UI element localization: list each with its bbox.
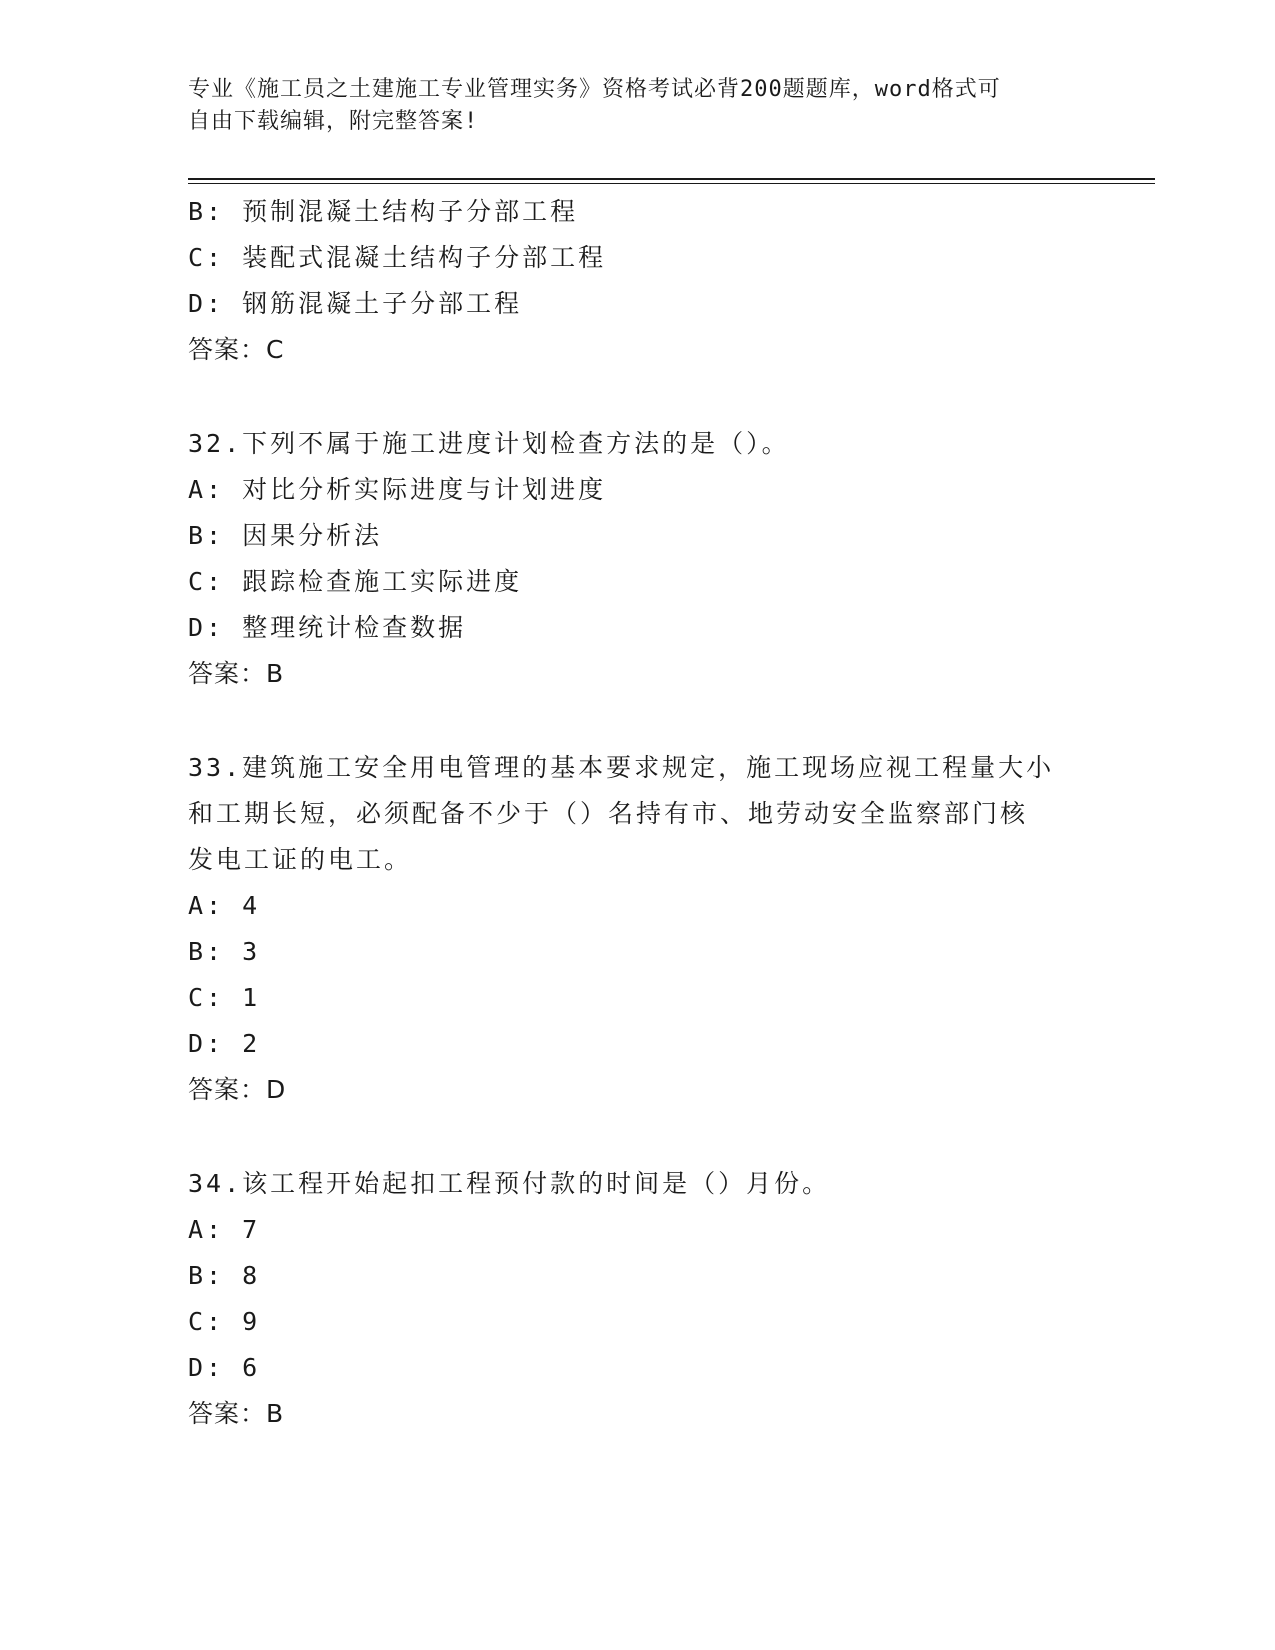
option-b: B: 3 — [188, 937, 261, 966]
option-c: C: 跟踪检查施工实际进度 — [188, 567, 523, 596]
option-b: B: 预制混凝土结构子分部工程 — [188, 197, 579, 226]
option-a: A: 对比分析实际进度与计划进度 — [188, 475, 607, 504]
option-d: D: 6 — [188, 1353, 261, 1382]
question-block-32 — [188, 421, 1088, 697]
header-divider — [188, 178, 1155, 180]
option-a: A: 4 — [188, 891, 261, 920]
option-b: B: 8 — [188, 1261, 261, 1290]
answer-line: 答案：C — [188, 335, 285, 364]
question-stem-cont: 发电工证的电工。 — [188, 845, 413, 874]
header-title-line-2: 自由下载编辑，附完整答案! — [188, 109, 479, 134]
option-a: A: 7 — [188, 1215, 261, 1244]
question-stem-cont: 和工期长短，必须配备不少于（）名持有市、地劳动安全监察部门核 — [188, 799, 1029, 828]
question-stem: 33.建筑施工安全用电管理的基本要求规定，施工现场应视工程量大小 — [188, 753, 1055, 782]
question-spacer — [188, 373, 1088, 421]
question-stem: 34.该工程开始起扣工程预付款的时间是（）月份。 — [188, 1169, 831, 1198]
question-block-33 — [188, 745, 1088, 1113]
header-title-line-1: 专业《施工员之土建施工专业管理实务》资格考试必背200题题库，word格式可 — [188, 77, 1001, 102]
option-d: D: 整理统计检查数据 — [188, 613, 467, 642]
option-d: D: 钢筋混凝土子分部工程 — [188, 289, 523, 318]
option-c: C: 装配式混凝土结构子分部工程 — [188, 243, 607, 272]
question-list — [188, 189, 1088, 1437]
option-c: C: 1 — [188, 983, 261, 1012]
question-stem: 32.下列不属于施工进度计划检查方法的是（）。 — [188, 429, 790, 458]
option-b: B: 因果分析法 — [188, 521, 383, 550]
answer-line: 答案：B — [188, 1399, 285, 1428]
question-block-34 — [188, 1161, 1088, 1437]
question-spacer — [188, 697, 1088, 745]
question-spacer — [188, 1113, 1088, 1161]
page-header — [188, 74, 1088, 138]
header-divider-thin — [188, 183, 1155, 184]
answer-line: 答案：B — [188, 659, 285, 688]
question-block-31 — [188, 189, 1088, 373]
option-d: D: 2 — [188, 1029, 261, 1058]
answer-line: 答案：D — [188, 1075, 287, 1104]
option-c: C: 9 — [188, 1307, 261, 1336]
